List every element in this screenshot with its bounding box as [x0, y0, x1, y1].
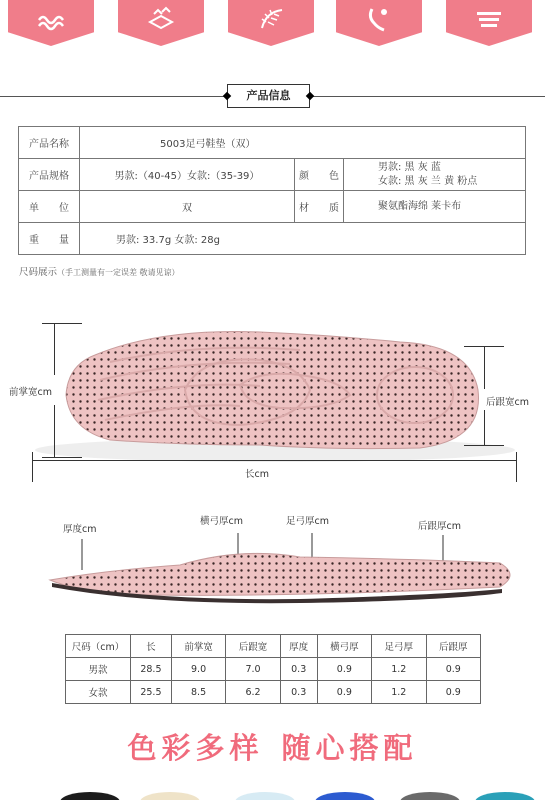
feature-icon-5	[446, 0, 532, 46]
heel-width-label: 后跟宽cm	[486, 397, 529, 408]
color-label: 颜 色	[295, 159, 344, 191]
size-cell: 0.9	[426, 658, 480, 681]
size-note	[19, 264, 180, 278]
size-table	[65, 634, 481, 704]
forefoot-label: 前掌宽cm	[9, 387, 52, 398]
size-cell: 0.3	[280, 681, 317, 704]
size-header-cell: 前掌宽	[171, 635, 225, 658]
forefoot-line-top	[42, 323, 82, 324]
size-header-cell: 后跟宽	[226, 635, 280, 658]
insole-side-view	[0, 525, 545, 615]
size-cell: 6.2	[226, 681, 280, 704]
section-title: 产品信息	[227, 84, 310, 108]
color-value	[344, 159, 526, 191]
slogan-right: 随心搭配	[281, 731, 418, 765]
gray-variant	[400, 792, 460, 800]
arch-label: 足弓厚cm	[286, 516, 329, 527]
blue-variant	[315, 792, 375, 800]
size-cell: 男款	[66, 658, 131, 681]
size-note-title: 尺码展示	[19, 267, 58, 278]
color-women: 女款: 黑 灰 兰 黄 粉点	[378, 175, 478, 187]
size-cell: 28.5	[131, 658, 172, 681]
leaf-icon	[256, 6, 286, 32]
size-cell: 0.9	[317, 681, 371, 704]
length-label: 长cm	[245, 469, 269, 480]
beige-variant	[140, 792, 200, 800]
insole-icon	[474, 6, 504, 32]
color-men: 男款: 黑 灰 蓝	[378, 161, 441, 173]
feature-icon-2	[118, 0, 204, 46]
slogan-left: 色彩多样	[127, 731, 264, 765]
length-line	[32, 460, 516, 461]
cross-arch-label: 横弓厚cm	[200, 516, 243, 527]
size-note-sub: （手工测量有一定误差 敬请见谅）	[57, 268, 180, 277]
teal-variant	[475, 792, 535, 800]
table-row	[66, 658, 481, 681]
thickness-label: 厚度cm	[63, 524, 97, 535]
size-cell: 0.9	[426, 681, 480, 704]
forefoot-line-bottom	[42, 457, 82, 458]
heel-thick-label: 后跟厚cm	[418, 521, 461, 532]
length-tick-right	[516, 452, 517, 482]
insole-top-view	[0, 300, 545, 500]
size-cell: 1.2	[372, 658, 426, 681]
light-blue-variant	[235, 792, 295, 800]
color-variants	[0, 784, 545, 800]
size-header-cell: 长	[131, 635, 172, 658]
table-row	[66, 681, 481, 704]
size-header-cell: 后跟厚	[426, 635, 480, 658]
forefoot-line-vert	[54, 323, 55, 375]
heel-line-bottom	[464, 445, 504, 446]
size-header-cell: 横弓厚	[317, 635, 371, 658]
material-label: 材 质	[295, 191, 344, 223]
name-value: 5003足弓鞋垫（双）	[80, 127, 526, 159]
material-value: 聚氨酯海绵 莱卡布	[344, 191, 526, 223]
heel-line-vert	[484, 346, 485, 389]
spec-value: 男款:（40-45）女款:（35-39）	[80, 159, 295, 191]
size-cell: 0.9	[317, 658, 371, 681]
forefoot-line-vert2	[54, 405, 55, 457]
feature-icon-3	[228, 0, 314, 46]
wave-icon	[36, 6, 66, 32]
header-line-right	[310, 96, 545, 97]
length-tick-left	[32, 452, 33, 482]
black-variant	[60, 792, 120, 800]
size-header-row	[66, 635, 481, 658]
size-cell: 25.5	[131, 681, 172, 704]
size-header-cell: 尺码（cm）	[66, 635, 131, 658]
size-cell: 7.0	[226, 658, 280, 681]
size-cell: 1.2	[372, 681, 426, 704]
weight-value: 男款: 33.7g 女款: 28g	[80, 223, 526, 255]
heel-line-vert2	[484, 410, 485, 445]
unit-label: 单 位	[19, 191, 80, 223]
feature-icon-1	[8, 0, 94, 46]
weight-label: 重 量	[19, 223, 80, 255]
size-header-cell: 厚度	[280, 635, 317, 658]
size-cell: 8.5	[171, 681, 225, 704]
layers-icon	[146, 6, 176, 32]
size-cell: 9.0	[171, 658, 225, 681]
slogan	[0, 726, 545, 767]
size-header-cell: 足弓厚	[372, 635, 426, 658]
size-cell: 女款	[66, 681, 131, 704]
product-info-table	[18, 126, 526, 255]
foot-icon	[364, 6, 394, 32]
feature-icon-4	[336, 0, 422, 46]
spec-label: 产品规格	[19, 159, 80, 191]
size-cell: 0.3	[280, 658, 317, 681]
header-line-left	[0, 96, 227, 97]
name-label: 产品名称	[19, 127, 80, 159]
unit-value: 双	[80, 191, 295, 223]
